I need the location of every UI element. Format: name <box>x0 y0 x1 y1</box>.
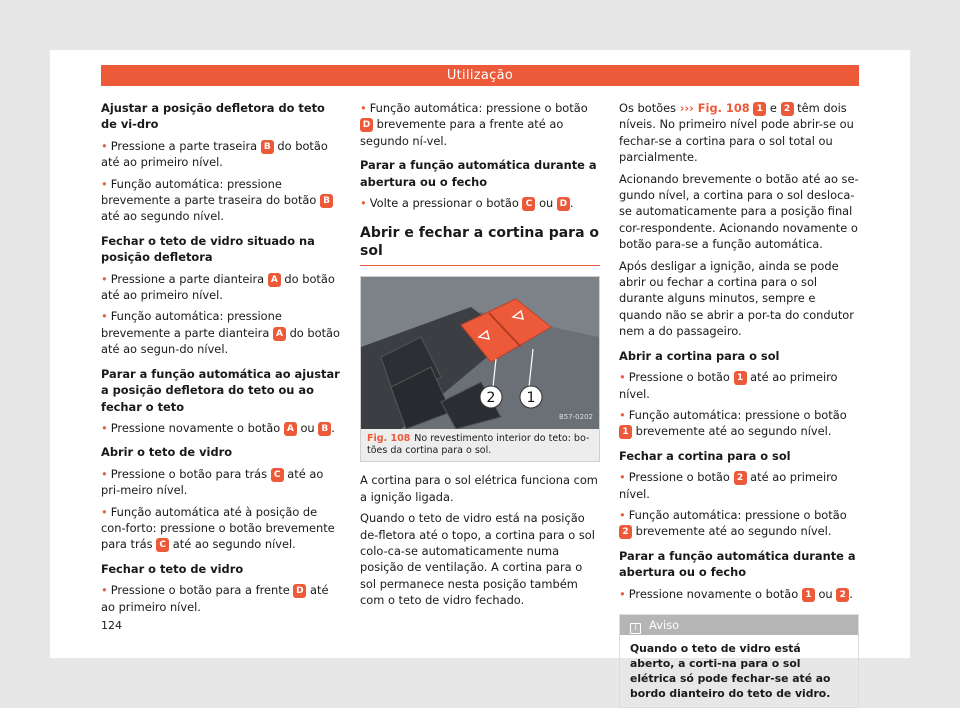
bullet: • Pressione a parte traseira B do botão até ao primeiro nível. <box>101 138 328 170</box>
bullet: • Pressione o botão para a frente D até ao primeiro nível. <box>101 583 329 614</box>
figure-label: Fig. 108 <box>367 433 411 445</box>
bullet-icon: • <box>101 176 108 191</box>
bullet: • Volte a pressionar o botão C ou D . <box>360 196 574 211</box>
bullet: • Pressione novamente o botão 1 ou 2 . <box>619 586 853 601</box>
notice-text: Quando o teto de vidro está aberto, a corti-na para o sol elétrica só pode fechar-se até ao bordo dianteiro do teto de vidro. <box>630 641 831 700</box>
bullet: • Pressione o botão 2 até ao primeiro nível. <box>619 470 838 501</box>
page-number: 124 <box>101 619 122 632</box>
figure-code: B57-0202 <box>558 413 593 422</box>
figure <box>360 276 600 462</box>
bullet-icon: • <box>619 586 626 601</box>
bullet: • Função automática: pressione o botão 1 brevemente até ao segundo nível. <box>619 407 847 439</box>
key-badge: 1 <box>753 102 766 116</box>
notice-box <box>619 614 859 708</box>
bullet-icon: • <box>101 466 108 481</box>
heading: Abrir o teto de vidro <box>101 445 233 460</box>
key-badge: 2 <box>734 471 747 485</box>
bullet: • Função automática: pressione brevemente a parte dianteira A do botão até ao segun-do nível. <box>101 309 341 357</box>
key-badge: C <box>271 468 284 482</box>
notice-header: i Aviso <box>620 615 858 635</box>
bullet: • Função automática: pressione brevemente a parte traseira do botão B até ao segundo nível. <box>101 176 341 225</box>
key-badge: A <box>284 422 297 436</box>
key-badge: C <box>156 538 169 552</box>
key-badge: B <box>320 194 333 208</box>
bullet: • Função automática até à posição de con-forto: pressione o botão brevemente para trás C até ao segundo nível. <box>101 504 335 552</box>
bullet-icon: • <box>619 370 626 385</box>
section-title: Abrir e fechar a cortina para o sol <box>360 221 600 266</box>
photo-illustration <box>361 277 599 429</box>
key-badge: 1 <box>619 425 632 439</box>
key-badge: D <box>293 584 306 598</box>
paragraph: Os botões ››› Fig. 108 1 e 2 têm dois níveis. No primeiro nível pode abrir-se ou fechar-se a cortina para o sol total ou parcialmente. <box>619 101 854 165</box>
key-badge: 1 <box>802 588 815 602</box>
figure-caption: Fig. 108 No revestimento interior do teto: bo-tões da cortina para o sol. <box>361 429 599 461</box>
bullet-icon: • <box>360 101 367 115</box>
heading: Parar a função automática durante a abertura ou o fecho <box>360 158 597 189</box>
heading: Parar a função automática ao ajustar a posição defletora do teto ou ao fechar o teto <box>101 366 340 414</box>
key-badge: C <box>522 197 535 211</box>
key-badge: A <box>273 327 286 341</box>
figure-reference-link[interactable]: ››› Fig. 108 <box>679 101 750 115</box>
paragraph: Acionando brevemente o botão até ao se-gundo nível, a cortina para o sol desloca-se automaticamente para a posição final cor-respondente. Acionando novamente o botão para-se a função automática. <box>619 171 859 252</box>
heading: Fechar a cortina para o sol <box>619 448 791 463</box>
bullet: • Função automática: pressione o botão D brevemente para a frente até ao segundo ní-vel. <box>360 101 588 148</box>
key-badge: B <box>318 422 331 436</box>
bullet-icon: • <box>360 196 367 211</box>
key-badge: A <box>268 273 281 287</box>
bullet: • Pressione o botão para trás C até ao pri-meiro nível. <box>101 466 324 498</box>
info-icon: i <box>630 623 641 634</box>
key-badge: 1 <box>734 371 747 385</box>
callout-label-1: 1 <box>526 390 536 407</box>
bullet-icon: • <box>101 583 108 598</box>
page-header: Utilização <box>101 65 859 86</box>
sunshade-buttons-photo <box>361 277 599 429</box>
bullet-icon: • <box>101 504 108 519</box>
paragraph: A cortina para o sol elétrica funciona com a ignição ligada. <box>360 473 598 504</box>
bullet-icon: • <box>619 407 626 422</box>
paragraph: Após desligar a ignição, ainda se pode abrir ou fechar a cortina para o sol durante alguns minutos, sempre e quando não se abrir a por-ta do condutor nem a do passageiro. <box>619 258 854 339</box>
bullet-icon: • <box>619 470 626 485</box>
key-badge: D <box>557 197 570 211</box>
column-1 <box>101 100 341 620</box>
paragraph: Quando o teto de vidro está na posição de-fletora até o topo, a cortina para o sol colo-ca-se automaticamente numa posição de ventilação. A cortina para o sol permanece nesta posição também com o teto de vidro fechado. <box>360 511 595 608</box>
key-badge: 2 <box>781 102 794 116</box>
bullet-icon: • <box>101 420 108 435</box>
key-badge: D <box>360 118 373 132</box>
bullet: • Pressione o botão 1 até ao primeiro nível. <box>619 370 838 401</box>
key-badge: 2 <box>836 588 849 602</box>
bullet: • Pressione a parte dianteira A do botão até ao primeiro nível. <box>101 271 335 303</box>
column-2 <box>360 100 600 614</box>
bullet: • Função automática: pressione o botão 2 brevemente até ao segundo nível. <box>619 507 847 539</box>
heading: Fechar o teto de vidro <box>101 561 244 576</box>
heading: Parar a função automática durante a abertura ou o fecho <box>619 548 856 580</box>
bullet-icon: • <box>619 507 626 522</box>
heading: Abrir a cortina para o sol <box>619 348 780 363</box>
heading: Fechar o teto de vidro situado na posição defletora <box>101 233 315 265</box>
column-3 <box>619 100 859 708</box>
bullet: • Pressione novamente o botão A ou B . <box>101 420 335 435</box>
key-badge: 2 <box>619 525 632 539</box>
key-badge: B <box>261 140 274 154</box>
heading: Ajustar a posição defletora do teto de vi-dro <box>101 101 325 132</box>
bullet-icon: • <box>101 138 108 153</box>
callout-label-2: 2 <box>486 390 496 407</box>
bullet-icon: • <box>101 309 108 324</box>
bullet-icon: • <box>101 271 108 286</box>
